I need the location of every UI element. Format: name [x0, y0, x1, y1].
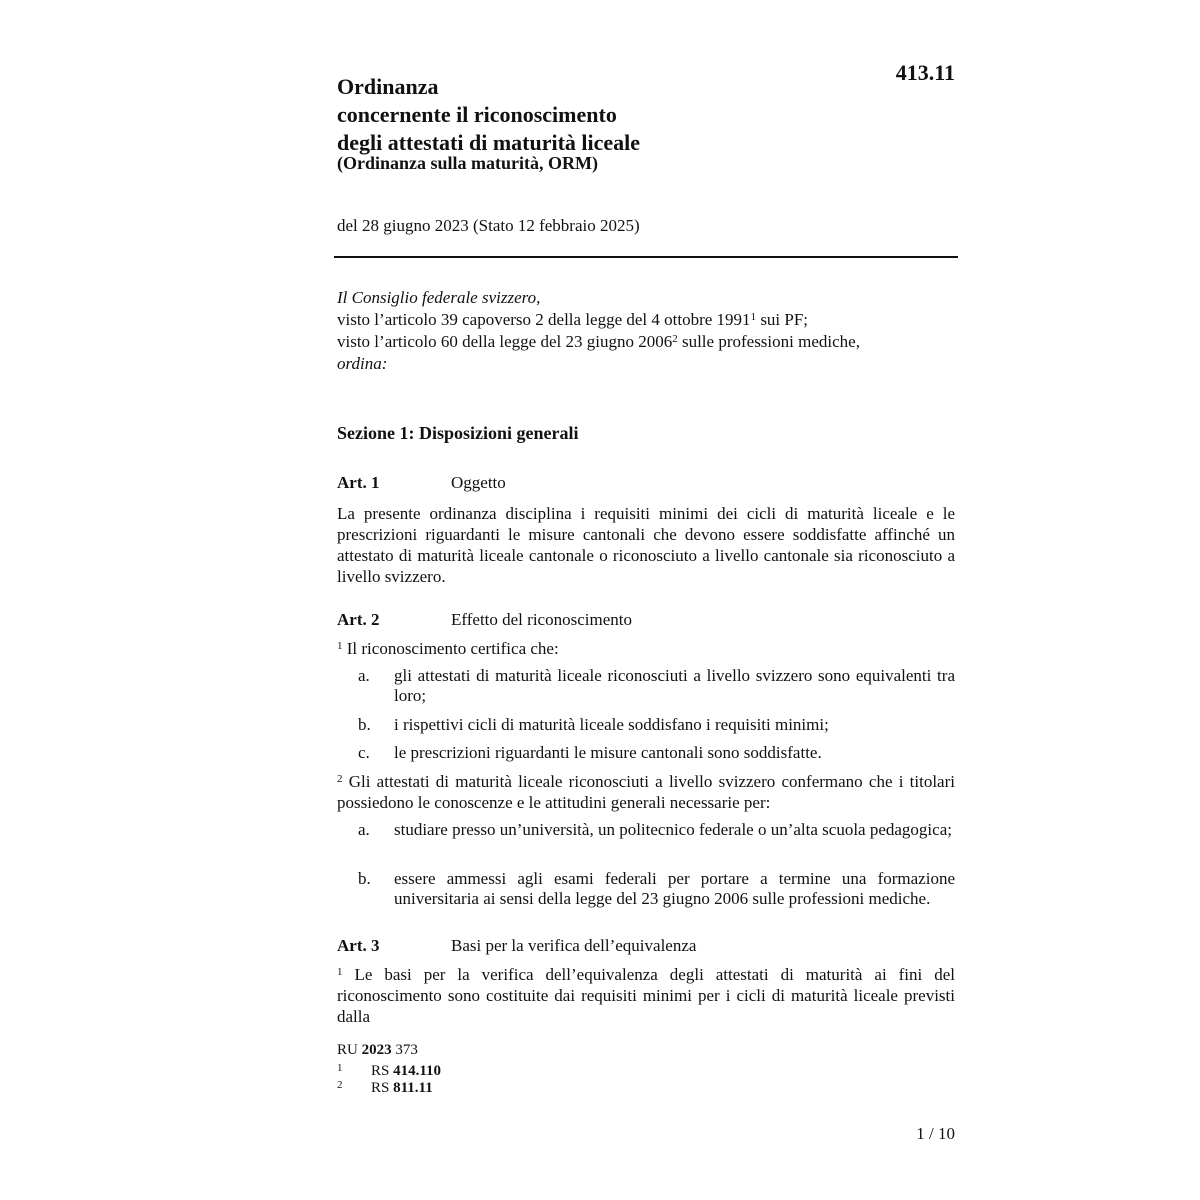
article-1-text: La presente ordinanza disciplina i requisiti minimi dei cicli di maturità liceale e le prescrizioni riguardanti le misure cantonali che devono essere soddisfatte affinché un attestato di maturità liceale cantonale o riconosciuto a livello cantonale sia riconosciuto a livello svizzero.	[337, 504, 955, 586]
article-number: Art. 2	[337, 610, 380, 629]
article-title: Oggetto	[451, 473, 506, 492]
title-line-1: Ordinanza	[337, 74, 439, 99]
footnote-ref-2[interactable]: 2	[672, 333, 678, 345]
ru-reference: RU 2023 373	[337, 1042, 418, 1058]
footnote-link[interactable]: 414.110	[393, 1063, 442, 1079]
document-page: 413.11 Ordinanza concernente il riconoscimento degli attestati di maturità liceale (Ordinanza sulla maturità, ORM) del 28 giugno 2023 (Stato 12 febbraio 2025) Il Consiglio federale svizzero, visto l’articolo 39 capoverso 2 della legge del 4 ottobre 1991$^1$ sui PF; visto l’articolo 60 della legge del 23 giugno 2006$^2$ sulle professioni mediche, ordina: Sezione 1: Disposizioni generali Art. 1 Oggetto La presente ordinanza disciplina i requisiti minimi dei cicli di maturità liceale e le prescrizioni riguardanti le misure cantonali che devono essere soddisfatte affinché un attestato di maturità liceale cantonale o riconosciuto a livello cantonale sia riconosciuto a livello svizzero. Art. 2 Effetto del riconoscimento $^1$ Il riconoscimento certifica che: a. gli attestati di maturità liceale riconosciuti a livello svizzero sono equivalenti tra loro; b. i rispettivi cicli di maturità liceale soddisfano i requisiti minimi; c. le prescrizioni riguardanti le misure cantonali sono soddisfatte. $^2$ Gli attestati di maturità liceale riconosciuti a livello svizzero confermano che i titolari possiedono le conoscenze e le attitudini generali necessarie per: a. studiare presso un’università, un politecnico federale o un’alta scuola pedagogica; b. essere ammessi agli esami federali per portare a termine una formazione universitaria ai sensi della legge del 23 giugno 2006 sulle professioni mediche. Art. 3 Basi per la verifica dell’equivalenza $^1$ Le basi per la verifica dell’equivalenza degli attestati di maturità ai fini del riconoscimento sono costituite dai requisiti minimi per i cicli di maturità liceale previsti dalla RU 2023 373 1 RS 414.110 2 RS 811.11 1 / 10	[337, 0, 955, 1200]
article-number: Art. 3	[337, 936, 380, 955]
article-2-paragraph-1: $^1$ Il riconoscimento certifica che:	[337, 639, 559, 658]
article-1-heading	[337, 473, 506, 493]
preamble-ordina: ordina:	[337, 354, 388, 373]
short-title: (Ordinanza sulla maturità, ORM)	[337, 153, 598, 173]
preamble-issuer: Il Consiglio federale svizzero,	[337, 288, 541, 307]
paragraph-number: 2	[337, 773, 343, 785]
preamble-line-2: visto l’articolo 60 della legge del 23 giugno 2006$^2$ sulle professioni mediche,	[337, 332, 860, 351]
section-heading: Sezione 1: Disposizioni generali	[337, 423, 579, 443]
article-2-heading	[337, 610, 632, 630]
article-2-paragraph-2: $^2$ Gli attestati di maturità liceale riconosciuti a livello svizzero confermano che i titolari possiedono le conoscenze e le attitudini generali necessarie per:	[337, 772, 955, 812]
article-title: Basi per la verifica dell’equivalenza	[451, 936, 697, 955]
page-number: 1 / 10	[916, 1124, 955, 1143]
article-3-heading	[337, 936, 696, 956]
footnote-link[interactable]: 811.11	[393, 1080, 433, 1096]
header-divider	[334, 256, 958, 258]
document-title	[337, 73, 640, 157]
date-line: del 28 giugno 2023 (Stato 12 febbraio 2025)	[337, 216, 640, 235]
paragraph-number: 1	[337, 966, 343, 978]
article-number: Art. 1	[337, 473, 380, 492]
article-title: Effetto del riconoscimento	[451, 610, 632, 629]
paragraph-number: 1	[337, 640, 343, 652]
footnote-mark: 2	[337, 1079, 343, 1091]
title-line-3: degli attestati di maturità liceale	[337, 130, 641, 155]
footnote-ref-1[interactable]: 1	[750, 311, 757, 323]
sr-number: 413.11	[895, 60, 955, 85]
title-line-2: concernente il riconoscimento	[337, 102, 617, 127]
footnote-mark: 1	[337, 1062, 343, 1074]
article-3-paragraph-1: $^1$ Le basi per la verifica dell’equivalenza degli attestati di maturità ai fini del riconoscimento sono costituite dai requisiti minimi per i cicli di maturità liceale previsti dalla	[337, 965, 955, 1026]
preamble-line-1: visto l’articolo 39 capoverso 2 della legge del 4 ottobre 1991$^1$ sui PF;	[337, 310, 809, 329]
preamble	[337, 287, 860, 375]
